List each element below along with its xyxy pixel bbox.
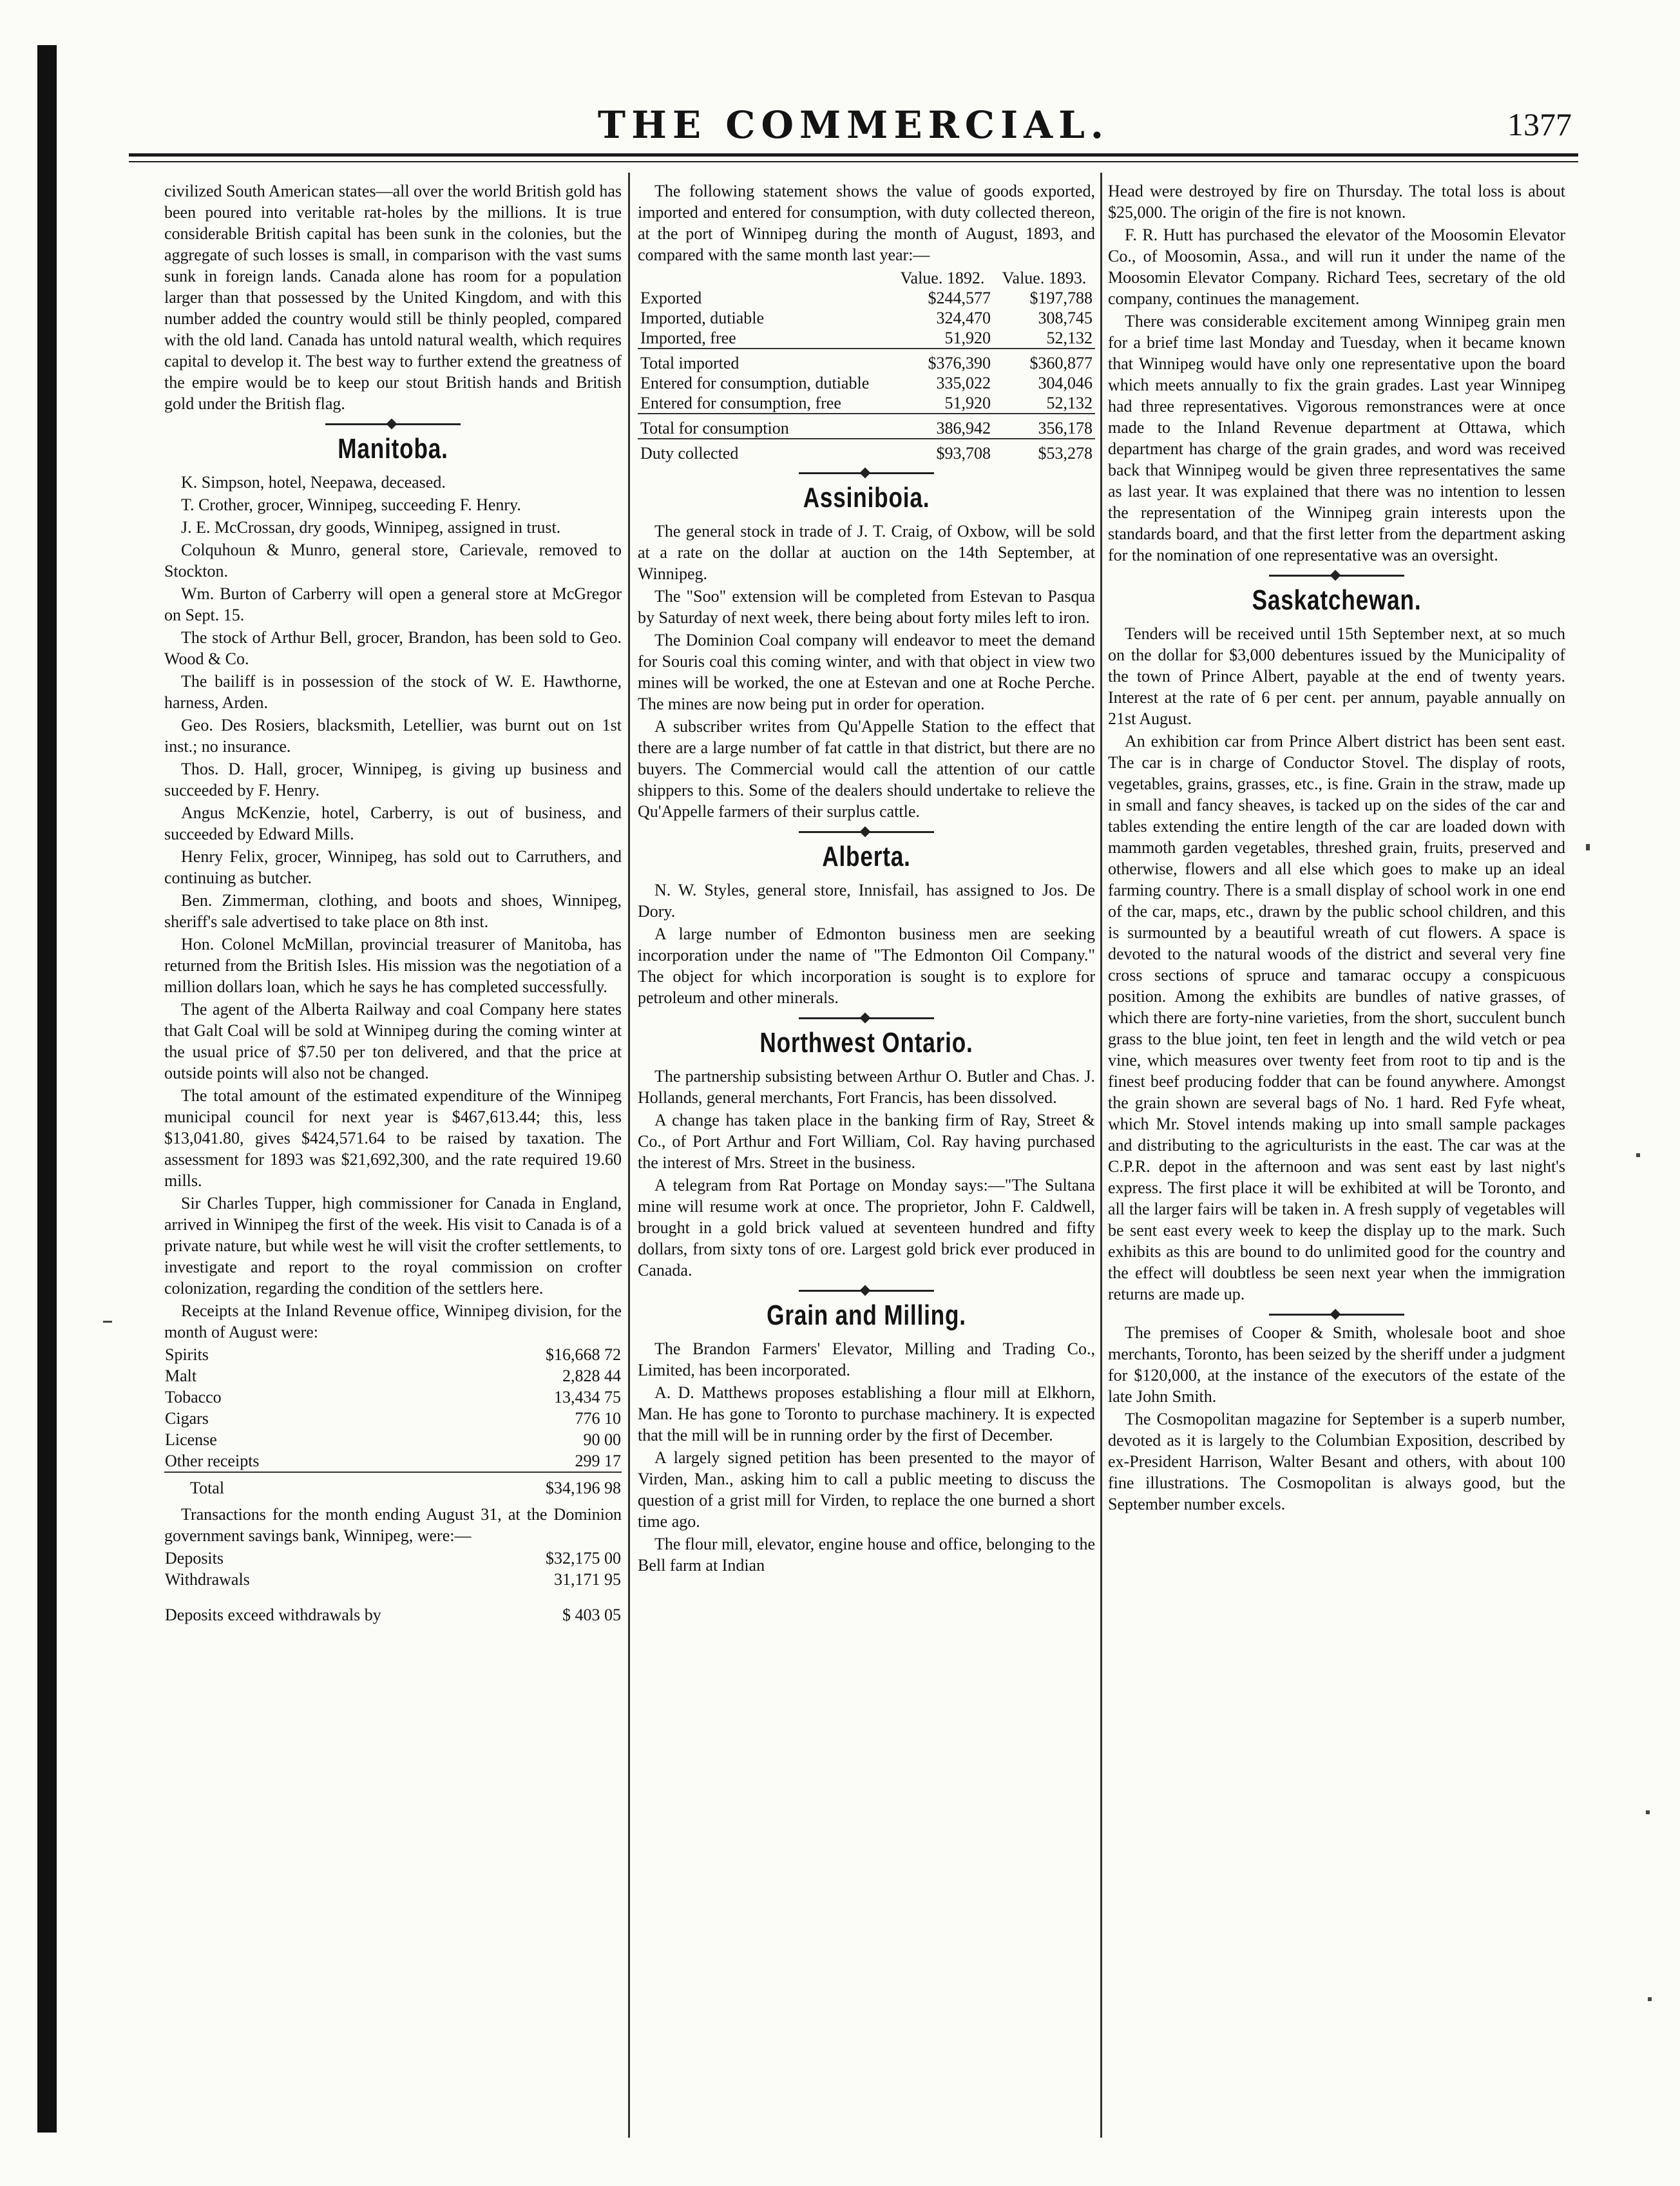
grain-milling-news-list xyxy=(638,1338,1095,1576)
statement-value-1892: $244,577 xyxy=(928,289,991,307)
statement-value-1892: 335,022 xyxy=(936,374,991,392)
statement-row xyxy=(638,393,1095,414)
statement-header-1893: Value. 1893. xyxy=(1002,269,1087,287)
section-heading-grain-milling: Grain and Milling. xyxy=(767,1299,966,1331)
news-item: Thos. D. Hall, grocer, Winnipeg, is giving up business and succeeded by F. Henry. xyxy=(164,760,622,800)
receipt-row xyxy=(164,1344,622,1365)
news-item: The total amount of the estimated expenditure of the Winnipeg municipal council for next year is $467,613.44; this, less $13,041.80, gives $424,571.64 to be raised by taxation. The assessment for 1893 was $21,692,300, and the rate required 19.60 mills. xyxy=(164,1086,622,1190)
news-item: Sir Charles Tupper, high commissioner for Canada in England, arrived in Winnipeg the first of the week. His visit to Canada is of a private nature, but while west he will visit the crofter settlements, to investigate and report to the royal commission on crofter colonization, regarding the condition of the settlers here. xyxy=(164,1194,622,1298)
section-heading-assiniboia: Assiniboia. xyxy=(803,482,930,513)
news-item: A telegram from Rat Portage on Monday says:—"The Sultana mine will resume work at once. The proprietor, John F. Caldwell, brought in a gold brick valued at seventeen hundred and fifty dollars, from sixty tons of ore. Largest gold brick ever produced in Canada. xyxy=(638,1176,1095,1280)
masthead-rule-bottom xyxy=(129,161,1578,162)
column-rule-1 xyxy=(628,173,630,2138)
saskatchewan-news-list xyxy=(1108,623,1565,1305)
statement-value-1893: 52,132 xyxy=(1046,329,1093,347)
inland-revenue-receipts-table xyxy=(164,1344,622,1499)
margin-mark xyxy=(1636,1153,1640,1157)
news-item: Angus McKenzie, hotel, Carberry, is out of business, and succeeded by Edward Mills. xyxy=(164,803,622,843)
receipts-total-row xyxy=(164,1472,622,1499)
news-item: A large number of Edmonton business men are seeking incorporation under the name of "The Edmonton Oil Company." The object for which incorporation is sought is to explore for petroleum and other minerals. xyxy=(638,925,1095,1007)
news-item: T. Crother, grocer, Winnipeg, succeeding F. Henry. xyxy=(181,495,521,514)
receipt-row xyxy=(164,1365,622,1386)
column-one xyxy=(164,180,622,2152)
statement-value-1893: $53,278 xyxy=(993,439,1095,463)
savings-result-value: $ 403 05 xyxy=(562,1606,621,1624)
statement-duty-row xyxy=(638,439,1095,463)
receipts-total-label: Total xyxy=(164,1472,511,1499)
statement-value-1892: 51,920 xyxy=(944,329,991,347)
savings-result-table xyxy=(164,1604,622,1625)
news-item: The Cosmopolitan magazine for September is a superb number, devoted as it is largely to the Columbian Exposition, described by ex-President Harrison, Walter Besant and others, with about 100 fine illustrations. The Cosmopolitan is always good, but the September number excels. xyxy=(1108,1410,1565,1513)
statement-label: Exported xyxy=(640,289,702,307)
column-two xyxy=(638,180,1095,2152)
statement-row xyxy=(638,288,1095,308)
masthead xyxy=(135,103,1572,148)
news-item: Hon. Colonel McMillan, provincial treasurer of Manitoba, has returned from the British Isles. His mission was the negotiation of a million dollars loan, which he says he has completed successfully. xyxy=(164,935,622,996)
statement-label: Entered for consumption, free xyxy=(640,394,841,412)
news-item: Geo. Des Rosiers, blacksmith, Letellier, was burnt out on 1st inst.; no insurance. xyxy=(164,716,622,756)
receipt-row xyxy=(164,1450,622,1472)
savings-result-label: Deposits exceed withdrawals by xyxy=(165,1606,381,1624)
statement-value-1893: $197,788 xyxy=(1029,289,1093,307)
statement-label: Total imported xyxy=(638,349,892,373)
receipt-row xyxy=(164,1408,622,1429)
news-item: A change has taken place in the banking firm of Ray, Street & Co., of Port Arthur and Fort William, Col. Ray having purchased the interest of Mrs. Street in the business. xyxy=(638,1111,1095,1172)
statement-value-1893: $360,877 xyxy=(993,349,1095,373)
article-continuation: civilized South American states—all over the world British gold has been poured into veritable rat-holes by the millions. It is true considerable British capital has been sunk in the colonies, but the aggregate of such losses is small, in comparison with the vast sums sunk in foreign lands. Canada alone has room for a population larger than that possessed by the United Kingdom, and with this number added the country would still be thinly peopled, compared with the old land. Canada has untold natural wealth, which requires capital to develop it. The best way to further extend the greatness of the empire would be to keep our stout British hands and British gold under the British flag. xyxy=(164,182,622,413)
receipt-row-label: Cigars xyxy=(165,1409,209,1428)
news-item: A subscriber writes from Qu'Appelle Station to the effect that there are a large number of fat cattle in that district, but there are no buyers. The Commercial would call the attention of our cattle shippers to this. Some of the dealers should undertake to relieve the Qu'Appelle farmers of their surplus cattle. xyxy=(638,717,1095,821)
margin-mark xyxy=(1646,1810,1650,1814)
statement-header-row xyxy=(638,268,1095,288)
receipt-row-value: $16,668 72 xyxy=(546,1345,621,1364)
section-separator xyxy=(799,1290,934,1292)
receipt-row-label: Spirits xyxy=(165,1345,209,1364)
section-heading-northwest-ontario: Northwest Ontario. xyxy=(759,1027,973,1059)
receipt-row-value: 776 10 xyxy=(575,1409,621,1428)
statement-value-1892: 324,470 xyxy=(936,309,991,327)
receipt-row-value: 2,828 44 xyxy=(562,1366,621,1385)
statement-value-1893: 304,046 xyxy=(1038,374,1093,392)
savings-result-row xyxy=(164,1604,622,1625)
page-binding-edge xyxy=(37,45,57,2133)
statement-row xyxy=(638,308,1095,328)
savings-row xyxy=(164,1548,622,1569)
statement-label: Total for consumption xyxy=(638,414,892,439)
news-item: Wm. Burton of Carberry will open a general store at McGregor on Sept. 15. xyxy=(164,584,622,624)
customs-statement-table xyxy=(638,268,1095,463)
news-item: J. E. McCrossan, dry goods, Winnipeg, assigned in trust. xyxy=(181,518,561,537)
page-number: 1377 xyxy=(1507,106,1572,142)
news-item: N. W. Styles, general store, Innisfail, has assigned to Jos. De Dory. xyxy=(638,881,1095,921)
news-item: The flour mill, elevator, engine house and office, belonging to the Bell farm at Indian xyxy=(638,1535,1095,1575)
news-item: The premises of Cooper & Smith, wholesale boot and shoe merchants, Toronto, has been seized by the sheriff under a judgment for $120,000, at the instance of the executors of the estate of the late John Smith. xyxy=(1108,1323,1565,1406)
northwest-ontario-news-list xyxy=(638,1066,1095,1281)
column-three xyxy=(1108,180,1565,2152)
savings-bank-intro: Transactions for the month ending August 31, at the Dominion government savings bank, Winnipeg, were:— xyxy=(164,1505,622,1545)
savings-row xyxy=(164,1569,622,1590)
news-item: The agent of the Alberta Railway and coal Company here states that Galt Coal will be sold at Winnipeg during the coming winter at the usual price of $7.50 per ton delivered, and that the price at outside points will also not be changed. xyxy=(164,1000,622,1082)
statement-total-consumption-row xyxy=(638,414,1095,439)
receipt-row-label: Tobacco xyxy=(165,1388,222,1406)
news-item: Receipts at the Inland Revenue office, Winnipeg division, for the month of August were: xyxy=(164,1301,622,1341)
news-item: The partnership subsisting between Arthur O. Butler and Chas. J. Hollands, general merchants, Fort Francis, has been dissolved. xyxy=(638,1067,1095,1107)
news-item: A. D. Matthews proposes establishing a flour mill at Elkhorn, Man. He has gone to Toronto to purchase machinery. It is expected that the mill will be in running order by the first of December. xyxy=(638,1383,1095,1444)
newspaper-title: THE COMMERCIAL. xyxy=(597,103,1110,147)
news-item: The bailiff is in possession of the stock of W. E. Hawthorne, harness, Arden. xyxy=(164,672,622,712)
assiniboia-news-list xyxy=(638,521,1095,822)
receipt-row xyxy=(164,1386,622,1408)
savings-bank-table xyxy=(164,1548,622,1590)
section-separator xyxy=(1269,1314,1404,1316)
customs-statement-intro: The following statement shows the value of goods exported, imported and entered for consumption, with duty collected thereon, at the port of Winnipeg during the month of August, 1893, and compared with the same month last year:— xyxy=(638,182,1095,264)
statement-value-1892: $376,390 xyxy=(892,349,993,373)
margin-mark xyxy=(1648,1997,1652,2001)
continued-news-list xyxy=(1108,180,1565,566)
news-item: Ben. Zimmerman, clothing, and boots and shoes, Winnipeg, sheriff's sale advertised to take place on 8th inst. xyxy=(164,891,622,931)
news-item: The stock of Arthur Bell, grocer, Brandon, has been sold to Geo. Wood & Co. xyxy=(164,628,622,668)
margin-mark xyxy=(1586,844,1590,850)
news-item: Head were destroyed by fire on Thursday. The total loss is about $25,000. The origin of the fire is not known. xyxy=(1108,182,1565,222)
statement-value-1893: 52,132 xyxy=(1046,394,1093,412)
statement-value-1893: 356,178 xyxy=(993,414,1095,439)
section-heading-manitoba: Manitoba. xyxy=(338,433,448,465)
miscellaneous-news-list xyxy=(1108,1322,1565,1515)
receipt-row-value: 13,434 75 xyxy=(554,1388,621,1406)
receipt-row-label: Other receipts xyxy=(165,1452,260,1470)
receipt-row-value: 90 00 xyxy=(583,1430,621,1449)
news-item: The Brandon Farmers' Elevator, Milling and Trading Co., Limited, has been incorporated. xyxy=(638,1339,1095,1379)
receipt-row-value: 299 17 xyxy=(575,1452,621,1470)
news-item: Henry Felix, grocer, Winnipeg, has sold out to Carruthers, and continuing as butcher. xyxy=(164,847,622,887)
statement-value-1892: 386,942 xyxy=(892,414,993,439)
news-item: Colquhoun & Munro, general store, Carievale, removed to Stockton. xyxy=(164,541,622,580)
section-heading-alberta: Alberta. xyxy=(822,841,911,872)
statement-label: Entered for consumption, dutiable xyxy=(640,374,870,392)
receipt-row-label: Malt xyxy=(165,1366,197,1385)
savings-row-value: $32,175 00 xyxy=(546,1549,621,1568)
statement-value-1892: 51,920 xyxy=(944,394,991,412)
statement-row xyxy=(638,328,1095,349)
masthead-rule-top xyxy=(129,153,1578,157)
section-separator xyxy=(325,423,461,425)
news-item: Tenders will be received until 15th September next, at so much on the dollar for $3,000 debentures issued by the Municipality of the town of Prince Albert, payable at the end of twenty years. Interest at the rate of 6 per cent. per annum, payable annually on 21st August. xyxy=(1108,624,1565,728)
receipt-row xyxy=(164,1429,622,1450)
receipts-total-value: $34,196 98 xyxy=(511,1472,622,1499)
margin-mark xyxy=(103,1321,112,1323)
statement-total-imported-row xyxy=(638,349,1095,373)
savings-row-label: Withdrawals xyxy=(165,1570,250,1589)
statement-value-1892: $93,708 xyxy=(892,439,993,463)
section-separator xyxy=(799,472,934,474)
savings-row-label: Deposits xyxy=(165,1549,224,1568)
news-item: F. R. Hutt has purchased the elevator of the Moosomin Elevator Co., of Moosomin, Assa., and will run it under the name of the Moosomin Elevator Company. Richard Tees, secretary of the old company, continues the management. xyxy=(1108,225,1565,308)
news-item: There was considerable excitement among Winnipeg grain men for a brief time last Monday and Tuesday, when it became known that Winnipeg would have only one representative upon the board which meets annually to fix the grain grades. Last year Winnipeg had three representatives. Vigorous remonstrances were at once made to the Inland Revenue department at Ottawa, which department has charge of the grain grades, and word was received back that Winnipeg would be given three representatives the same as last year. It was explained that there was no intention to lessen the representation of the Winnipeg grain interests upon the standards board, and that the first letter from the department asking for the nomination of one representative was an oversight. xyxy=(1108,312,1565,564)
news-item: A largely signed petition has been presented to the mayor of Virden, Man., asking him to call a public meeting to discuss the question of a grist mill for Virden, to replace the one burned a short time ago. xyxy=(638,1448,1095,1531)
news-item: The "Soo" extension will be completed from Estevan to Pasqua by Saturday of next week, there being about forty miles left to iron. xyxy=(638,587,1095,627)
news-item: K. Simpson, hotel, Neepawa, deceased. xyxy=(181,473,446,492)
savings-row-value: 31,171 95 xyxy=(554,1570,621,1589)
statement-label: Duty collected xyxy=(638,439,892,463)
section-heading-saskatchewan: Saskatchewan. xyxy=(1252,584,1422,616)
news-item: The Dominion Coal company will endeavor to meet the demand for Souris coal this coming winter, and with that object in view two mines will be worked, the one at Estevan and one at Roche Perche. The mines are now being put in order for operation. xyxy=(638,631,1095,713)
section-separator xyxy=(799,831,934,833)
receipt-row-label: License xyxy=(165,1430,217,1449)
statement-header-1892: Value. 1892. xyxy=(900,269,985,287)
section-separator xyxy=(1269,575,1404,577)
news-item: An exhibition car from Prince Albert district has been sent east. The car is in charge of Conductor Stovel. The display of roots, vegetables, grains, grasses, etc., is fine. Grain in the straw, made up in small and fancy sheaves, is tacked up on the sides of the car and tables extending the entire length of the car are loaded down with mammoth garden vegetables, threshed grain, fruits, preserved and otherwise, flowers and all else which goes to make up an ideal farming country. There is a small display of school work in one end of the car, maps, etc., drawn by the public school children, and this is surmounted by a beautiful wreath of cut flowers. A space is devoted to the natural woods of the district and several very fine cross sections of spruce and tamarac occupy a conspicuous position. Among the exhibits are bundles of native grasses, of which there are forty-nine varieties, from the short, succulent bunch grass to the blue joint, ten feet in length and the wild vetch or pea vine, which measures over twenty feet from root to tip and is the finest beef producing fodder that can be found anywhere. Amongst the grain shown are several bags of No. 1 hard. Red Fyfe wheat, which Mr. Stovel intends making up into small sample packages and distributing to the agriculturists in the east. The car was at the C.P.R. depot in the afternoon and was sent east by last night's express. The first place it will be exhibited at will be Toronto, and all the larger fairs will be taken in. A fresh supply of vegetables will be sent east every week to keep the display up to the mark. Such exhibits as this are bound to do unlimited good for the country and the effect will doubtless be seen next year when the immigration returns are made up. xyxy=(1108,732,1565,1303)
section-separator xyxy=(799,1017,934,1019)
statement-row xyxy=(638,373,1095,393)
column-rule-2 xyxy=(1100,173,1102,2138)
statement-value-1893: 308,745 xyxy=(1038,309,1093,327)
news-item: The general stock in trade of J. T. Craig, of Oxbow, will be sold at a rate on the dollar at auction on the 14th September, at Winnipeg. xyxy=(638,522,1095,583)
alberta-news-list xyxy=(638,879,1095,1008)
manitoba-news-list xyxy=(164,472,622,1343)
statement-label: Imported, dutiable xyxy=(640,309,765,327)
statement-label: Imported, free xyxy=(640,329,736,347)
